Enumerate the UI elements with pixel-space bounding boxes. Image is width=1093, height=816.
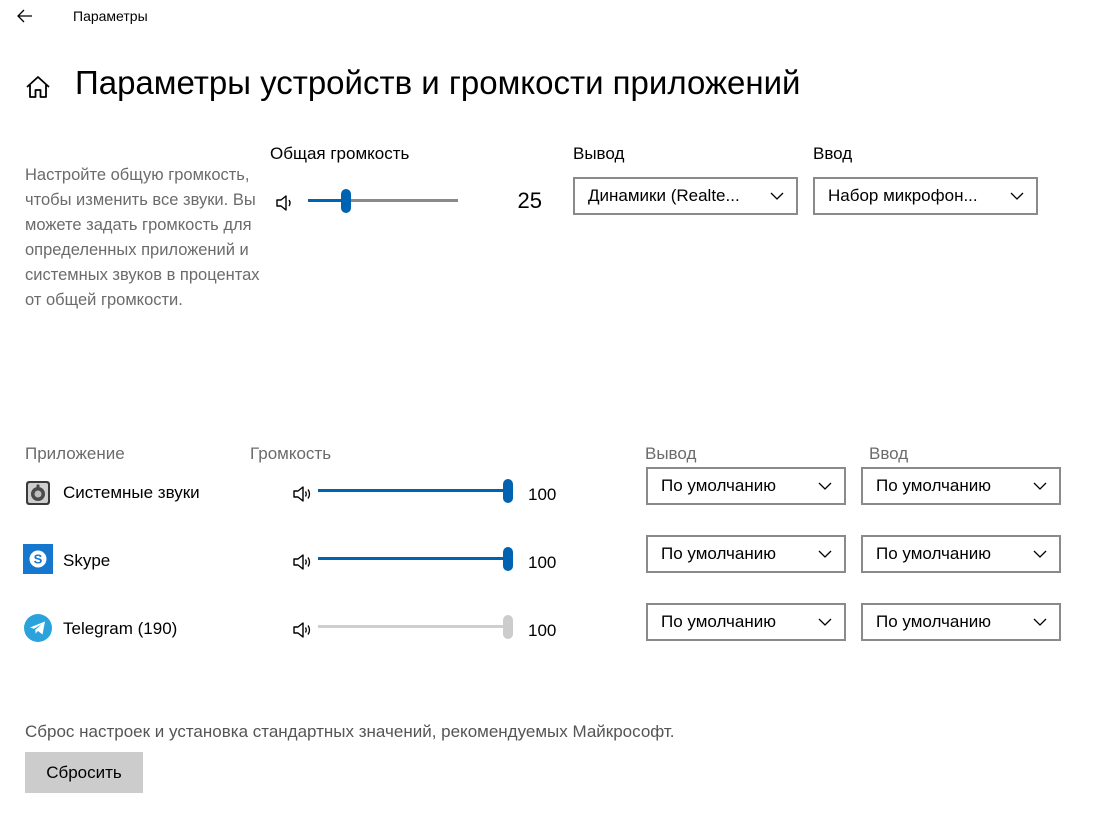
slider-fill [318,489,508,492]
master-volume-value: 25 [517,188,542,213]
slider-fill [318,625,508,628]
master-speaker-button[interactable] [275,193,297,213]
app-volume-slider[interactable] [318,615,508,639]
home-button[interactable] [25,74,51,100]
chevron-down-icon [1033,618,1047,627]
master-volume-slider[interactable] [308,189,458,213]
svg-text:S: S [33,551,43,567]
chevron-down-icon [818,482,832,491]
app-input-value: По умолчанию [876,612,991,631]
slider-thumb[interactable] [341,189,351,213]
app-input-dropdown[interactable] [861,603,1061,641]
system-sounds-icon [23,478,53,508]
app-output-dropdown[interactable] [646,535,846,573]
chevron-down-icon [818,618,832,627]
app-row-system-sounds [0,470,1093,520]
app-volume-slider[interactable] [318,547,508,571]
column-header-input: Ввод [869,444,909,463]
app-row-telegram [0,606,1093,656]
master-volume-label: Общая громкость [270,144,410,163]
telegram-icon [23,613,53,643]
window-title: Параметры [73,8,148,24]
app-name: Системные звуки [63,483,200,502]
app-volume-value: 100 [528,621,557,640]
skype-icon [23,544,53,574]
app-output-value: По умолчанию [661,612,776,631]
page-title: Параметры устройств и громкости приложений [75,64,801,101]
slider-fill [318,557,508,560]
column-header-app: Приложение [25,444,125,463]
reset-button[interactable]: Сбросить [25,752,143,793]
back-button[interactable] [16,4,34,28]
home-icon [25,74,51,100]
app-volume-slider[interactable] [318,479,508,503]
speaker-icon [292,552,314,572]
input-device-dropdown[interactable] [813,177,1038,215]
column-header-output: Вывод [645,444,697,463]
slider-thumb[interactable] [503,547,513,571]
output-device-dropdown[interactable] [573,177,798,215]
input-device-value: Набор микрофон... [828,186,978,205]
app-output-dropdown[interactable] [646,603,846,641]
speaker-icon [292,620,314,640]
app-output-dropdown[interactable] [646,467,846,505]
app-output-value: По умолчанию [661,476,776,495]
reset-description: Сброс настроек и установка стандартных значений, рекомендуемых Майкрософт. [25,722,675,741]
app-volume-value: 100 [528,485,557,504]
app-name: Skype [63,551,111,570]
back-arrow-icon [16,4,34,28]
chevron-down-icon [1010,192,1024,201]
chevron-down-icon [770,192,784,201]
chevron-down-icon [818,550,832,559]
app-speaker-button[interactable] [292,552,314,572]
app-speaker-button[interactable] [292,620,314,640]
app-input-value: По умолчанию [876,544,991,563]
speaker-icon [275,193,297,213]
column-header-volume: Громкость [250,444,332,463]
slider-thumb[interactable] [503,615,513,639]
app-volume-value: 100 [528,553,557,572]
app-speaker-button[interactable] [292,484,314,504]
app-input-dropdown[interactable] [861,535,1061,573]
chevron-down-icon [1033,550,1047,559]
app-output-value: По умолчанию [661,544,776,563]
app-input-value: По умолчанию [876,476,991,495]
input-label: Ввод [813,144,853,163]
output-device-value: Динамики (Realte... [588,186,740,205]
app-name: Telegram (190) [63,619,178,638]
speaker-icon [292,484,314,504]
output-label: Вывод [573,144,625,163]
description-text: Настройте общую громкость, чтобы изменить все звуки. Вы можете задать громкость для определенных приложений и системных звуков в процентах от общей громкости. [25,166,260,309]
app-input-dropdown[interactable] [861,467,1061,505]
chevron-down-icon [1033,482,1047,491]
app-row-skype [0,538,1093,588]
slider-thumb[interactable] [503,479,513,503]
